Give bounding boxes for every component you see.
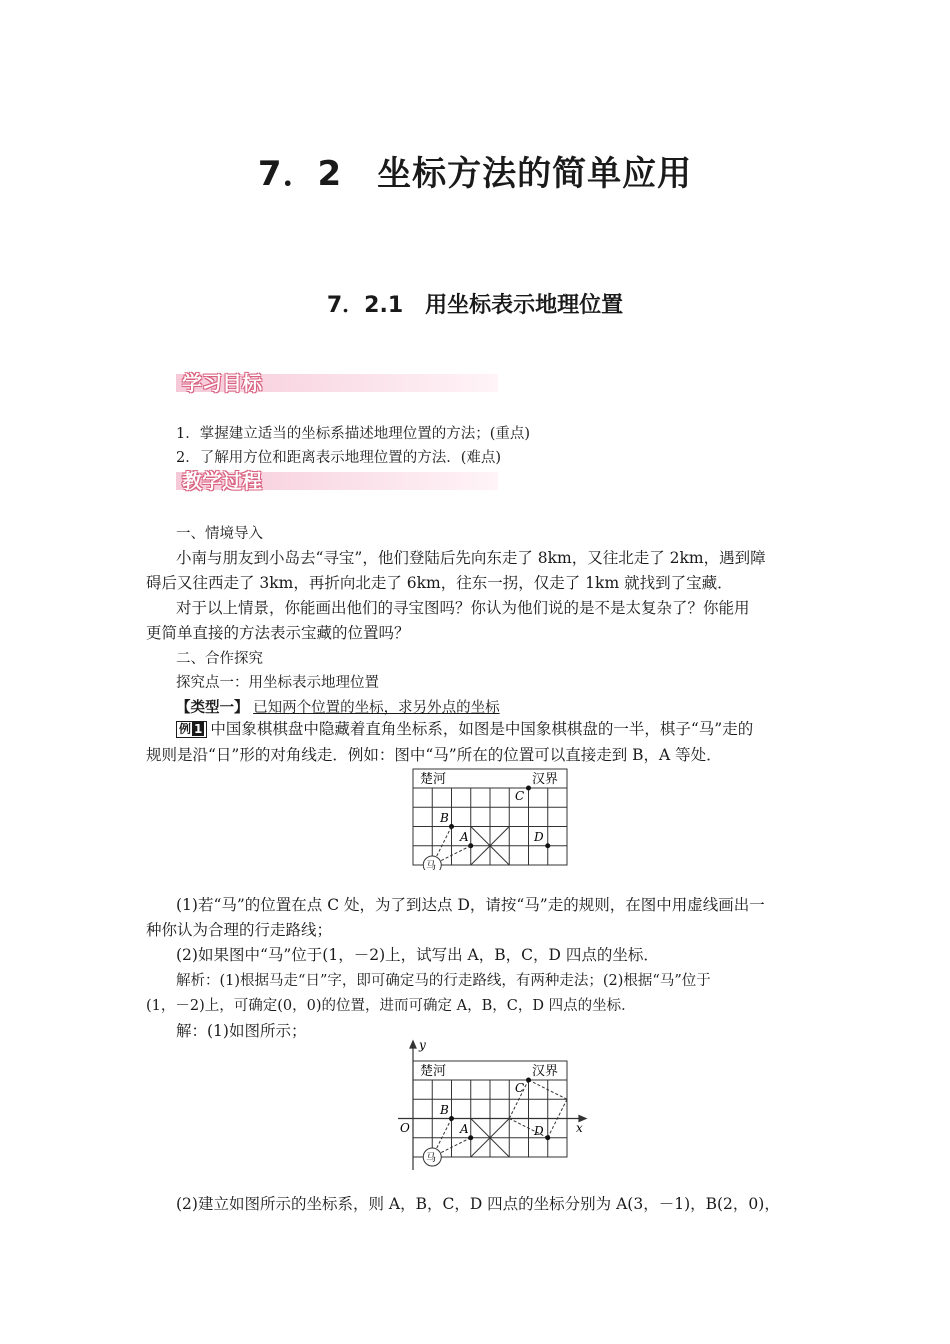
analysis-line1: 解析：(1)根据马走“日”字，即可确定马的行走路线，有两种走法；(2)根据“马”位于: [176, 973, 711, 989]
example-line1: 例 1 中国象棋棋盘中隐藏着直角坐标系，如图是中国象棋棋盘的一半，棋子“马”走的: [176, 717, 816, 742]
point-C-dot: [526, 786, 531, 791]
explore-point: 探究点一：用坐标表示地理位置: [176, 675, 379, 691]
section-subtitle: 7．2.1 用坐标表示地理位置: [326, 293, 624, 318]
point2-C-label: C: [515, 1081, 525, 1095]
point2-B-dot: [449, 1116, 454, 1121]
part2-heading: 二、合作探究: [176, 651, 263, 667]
learning-goals-banner: [176, 370, 498, 396]
y-axis-label: y: [419, 1038, 426, 1052]
point-D-label: D: [534, 830, 544, 844]
analysis-line2: (1，－2)上，可确定(0，0)的位置，进而可确定 A，B，C，D 四点的坐标．: [146, 998, 636, 1014]
page-title: 7．2 坐标方法的简单应用: [257, 154, 693, 194]
point-C-label: C: [515, 789, 525, 803]
solution-line2: (2)建立如图所示的坐标系，则 A，B，C，D 四点的坐标分别为 A(3，－1)，B(2，0)，: [176, 1195, 780, 1213]
teaching-process-banner: [176, 468, 498, 494]
question1-line2: 种你认为合理的行走路线；: [146, 921, 333, 939]
point-B-label: B: [440, 811, 449, 825]
example-line2: 规则是沿“日”形的对角线走．例如：图中“马”所在的位置可以直接走到 B，A 等处．: [146, 746, 722, 764]
board-label-left: 楚河: [420, 772, 447, 787]
x-axis-label: x: [576, 1121, 583, 1135]
goal-2: 2．了解用方位和距离表示地理位置的方法．(难点): [176, 450, 502, 466]
point-B-dot: [449, 824, 454, 829]
point2-A-dot: [468, 1135, 473, 1140]
question-text-line2: 更简单直接的方法表示宝藏的位置吗？: [146, 624, 410, 642]
horse2-label: 马: [426, 1153, 436, 1164]
part1-heading: 一、情境导入: [176, 526, 263, 542]
point2-A-label: A: [460, 1122, 469, 1136]
solution-line1: 解：(1)如图所示；: [176, 1022, 307, 1040]
board2-label-left: 楚河: [420, 1064, 447, 1079]
question2: (2)如果图中“马”位于(1，－2)上，试写出 A，B，C，D 四点的坐标．: [176, 946, 659, 964]
point2-C-dot: [526, 1078, 531, 1083]
point2-D-dot: [545, 1135, 550, 1140]
type-label: 【类型一】: [176, 699, 249, 716]
point-D-dot: [545, 843, 550, 848]
question-text-line1: 对于以上情景，你能画出他们的寻宝图吗？你认为他们说的是不是太复杂了？你能用: [176, 599, 750, 617]
type-title: 已知两个位置的坐标，求另外点的坐标: [253, 700, 500, 716]
learning-goals-label: 学习目标: [182, 371, 262, 395]
example-badge: 例 1: [176, 721, 207, 738]
origin-label: O: [400, 1121, 410, 1135]
point2-D-label: D: [534, 1124, 544, 1138]
chessboard-figure-2: [396, 1038, 592, 1174]
scenario-text-line2: 碍后又往西走了 3km，再折向北走了 6km，往东一拐，仅走了 1km 就找到了宝藏．: [146, 574, 733, 592]
horse-label: 马: [426, 861, 436, 870]
board-label-right: 汉界: [532, 772, 559, 787]
point-A-dot: [468, 843, 473, 848]
board2-label-right: 汉界: [532, 1064, 559, 1079]
point2-B-label: B: [440, 1103, 449, 1117]
goal-1: 1．掌握建立适当的坐标系描述地理位置的方法；(重点): [176, 426, 531, 442]
chessboard-figure-1: [410, 766, 570, 870]
teaching-process-label: 教学过程: [182, 469, 262, 493]
point-A-label: A: [460, 830, 469, 844]
question1-line1: (1)若“马”的位置在点 C 处，为了到达点 D，请按“马”走的规则，在图中用虚线画出一: [176, 896, 765, 914]
scenario-text-line1: 小南与朋友到小岛去“寻宝”，他们登陆后先向东走了 8km，又往北走了 2km，遇到障: [176, 549, 766, 567]
